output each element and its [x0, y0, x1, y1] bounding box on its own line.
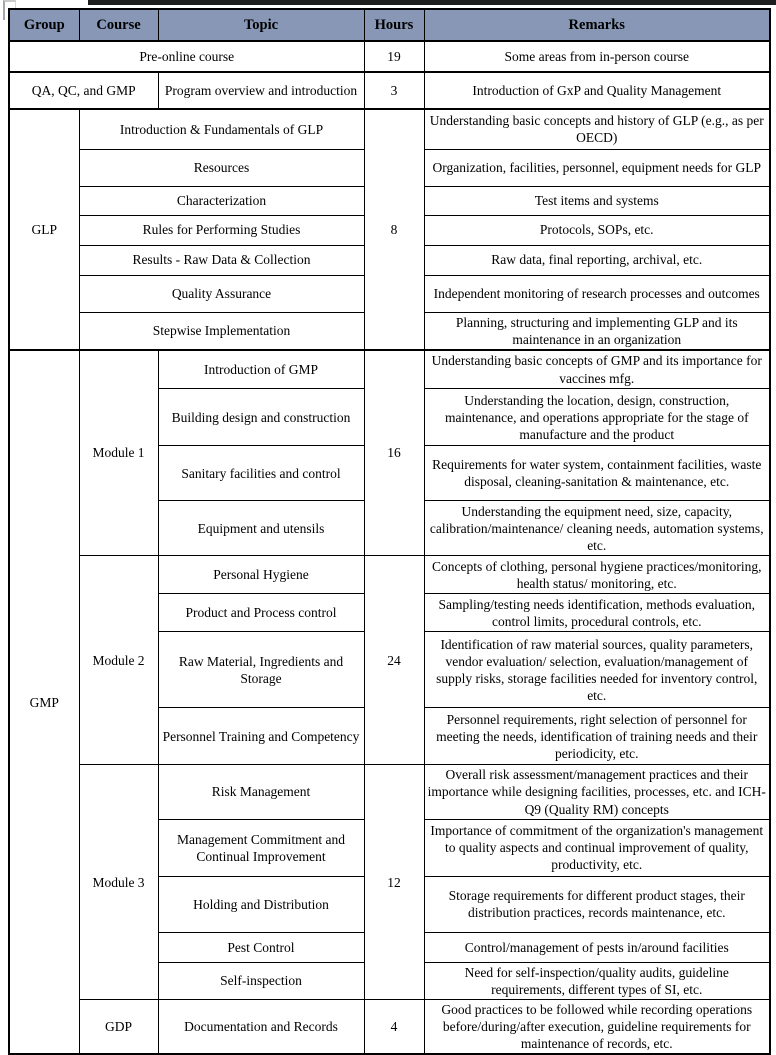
table-row: [9, 556, 770, 594]
remarks-cell: Test items and systems: [424, 186, 770, 215]
remarks-cell: Raw data, final reporting, archival, etc.: [424, 245, 770, 275]
column-header-hours: Hours: [364, 9, 424, 41]
topic-cell: Results - Raw Data & Collection: [79, 245, 364, 275]
topic-cell: Rules for Performing Studies: [79, 215, 364, 245]
group-cell: GLP: [9, 109, 79, 350]
hours-cell: 3: [364, 72, 424, 109]
hours-cell: 12: [364, 765, 424, 1000]
course-cell: GDP: [79, 999, 158, 1054]
table-row: [9, 999, 770, 1054]
remarks-cell: Organization, facilities, personnel, equipment needs for GLP: [424, 149, 770, 186]
remarks-cell: Sampling/testing needs identification, methods evaluation, control limits, procedural controls, etc.: [424, 594, 770, 632]
topic-cell: Pest Control: [158, 932, 364, 962]
topic-cell: Risk Management: [158, 765, 364, 819]
hours-cell: 4: [364, 999, 424, 1054]
table-row: [9, 41, 770, 72]
topic-cell: Equipment and utensils: [158, 501, 364, 556]
remarks-cell: Need for self-inspection/quality audits, guideline requirements, different types of SI, etc.: [424, 962, 770, 999]
topic-cell: Raw Material, Ingredients and Storage: [158, 632, 364, 708]
hours-cell: 24: [364, 556, 424, 765]
table-row: [9, 765, 770, 819]
topic-cell: Sanitary facilities and control: [158, 446, 364, 501]
topic-cell: Management Commitment and Continual Improvement: [158, 819, 364, 876]
topic-cell: Personal Hygiene: [158, 556, 364, 594]
hours-cell: 8: [364, 109, 424, 350]
remarks-cell: Concepts of clothing, personal hygiene practices/monitoring, health status/ monitoring, etc.: [424, 556, 770, 594]
hours-cell: 16: [364, 350, 424, 556]
hours-cell: 19: [364, 41, 424, 72]
header-row: [9, 9, 770, 41]
topic-cell: Self-inspection: [158, 962, 364, 999]
topic-cell: Personnel Training and Competency: [158, 708, 364, 765]
column-header-course: Course: [79, 9, 158, 41]
table-body: [9, 41, 770, 1054]
table-header: [9, 9, 770, 41]
remarks-cell: Understanding basic concepts of GMP and its importance for vaccines mfg.: [424, 350, 770, 389]
remarks-cell: Understanding the location, design, construction, maintenance, and operations appropriate for the stage of manufacture and the product: [424, 389, 770, 446]
topic-cell: Stepwise Implementation: [79, 312, 364, 350]
table-row: [9, 350, 770, 389]
topic-cell: Introduction of GMP: [158, 350, 364, 389]
table-row: [9, 72, 770, 109]
group-cell: QA, QC, and GMP: [9, 72, 158, 109]
remarks-cell: Control/management of pests in/around facilities: [424, 932, 770, 962]
course-cell: Module 1: [79, 350, 158, 556]
topic-cell: Documentation and Records: [158, 999, 364, 1054]
remarks-cell: Requirements for water system, containment facilities, waste disposal, cleaning-sanitation & maintenance, etc.: [424, 446, 770, 501]
column-header-remarks: Remarks: [424, 9, 770, 41]
course-cell: Module 2: [79, 556, 158, 765]
remarks-cell: Understanding basic concepts and history of GLP (e.g., as per OECD): [424, 109, 770, 149]
course-cell: Module 3: [79, 765, 158, 1000]
remarks-cell: Good practices to be followed while recording operations before/during/after execution, guideline requirements for maintenance of records, etc.: [424, 999, 770, 1054]
topic-cell: Pre-online course: [9, 41, 364, 72]
group-cell: GMP: [9, 350, 79, 1055]
remarks-cell: Overall risk assessment/management practices and their importance while designing facilities, processes, etc. and ICH-Q9 (Quality RM) concepts: [424, 765, 770, 819]
remarks-cell: Understanding the equipment need, size, capacity, calibration/maintenance/ cleaning needs, automation systems, etc.: [424, 501, 770, 556]
remarks-cell: Personnel requirements, right selection of personnel for meeting the needs, identification of training needs and their periodicity, etc.: [424, 708, 770, 765]
topic-cell: Resources: [79, 149, 364, 186]
remarks-cell: Introduction of GxP and Quality Management: [424, 72, 770, 109]
column-header-topic: Topic: [158, 9, 364, 41]
remarks-cell: Storage requirements for different product stages, their distribution practices, records maintenance, etc.: [424, 876, 770, 932]
topic-cell: Quality Assurance: [79, 275, 364, 312]
topic-cell: Building design and construction: [158, 389, 364, 446]
remarks-cell: Importance of commitment of the organization's management to quality aspects and continual improvement of quality, productivity, etc.: [424, 819, 770, 876]
topic-cell: Product and Process control: [158, 594, 364, 632]
top-edge-bar: [88, 0, 776, 5]
remarks-cell: Identification of raw material sources, quality parameters, vendor evaluation/ selection, evaluation/management of supply risks, storage facilities needed for inventory control, etc.: [424, 632, 770, 708]
remarks-cell: Some areas from in-person course: [424, 41, 770, 72]
remarks-cell: Independent monitoring of research processes and outcomes: [424, 275, 770, 312]
topic-cell: Holding and Distribution: [158, 876, 364, 932]
remarks-cell: Protocols, SOPs, etc.: [424, 215, 770, 245]
column-header-group: Group: [9, 9, 79, 41]
table-row: [9, 109, 770, 149]
topic-cell: Program overview and introduction: [158, 72, 364, 109]
topic-cell: Introduction & Fundamentals of GLP: [79, 109, 364, 149]
topic-cell: Characterization: [79, 186, 364, 215]
remarks-cell: Planning, structuring and implementing GLP and its maintenance in an organization: [424, 312, 770, 350]
course-curriculum-table: [8, 8, 771, 1055]
